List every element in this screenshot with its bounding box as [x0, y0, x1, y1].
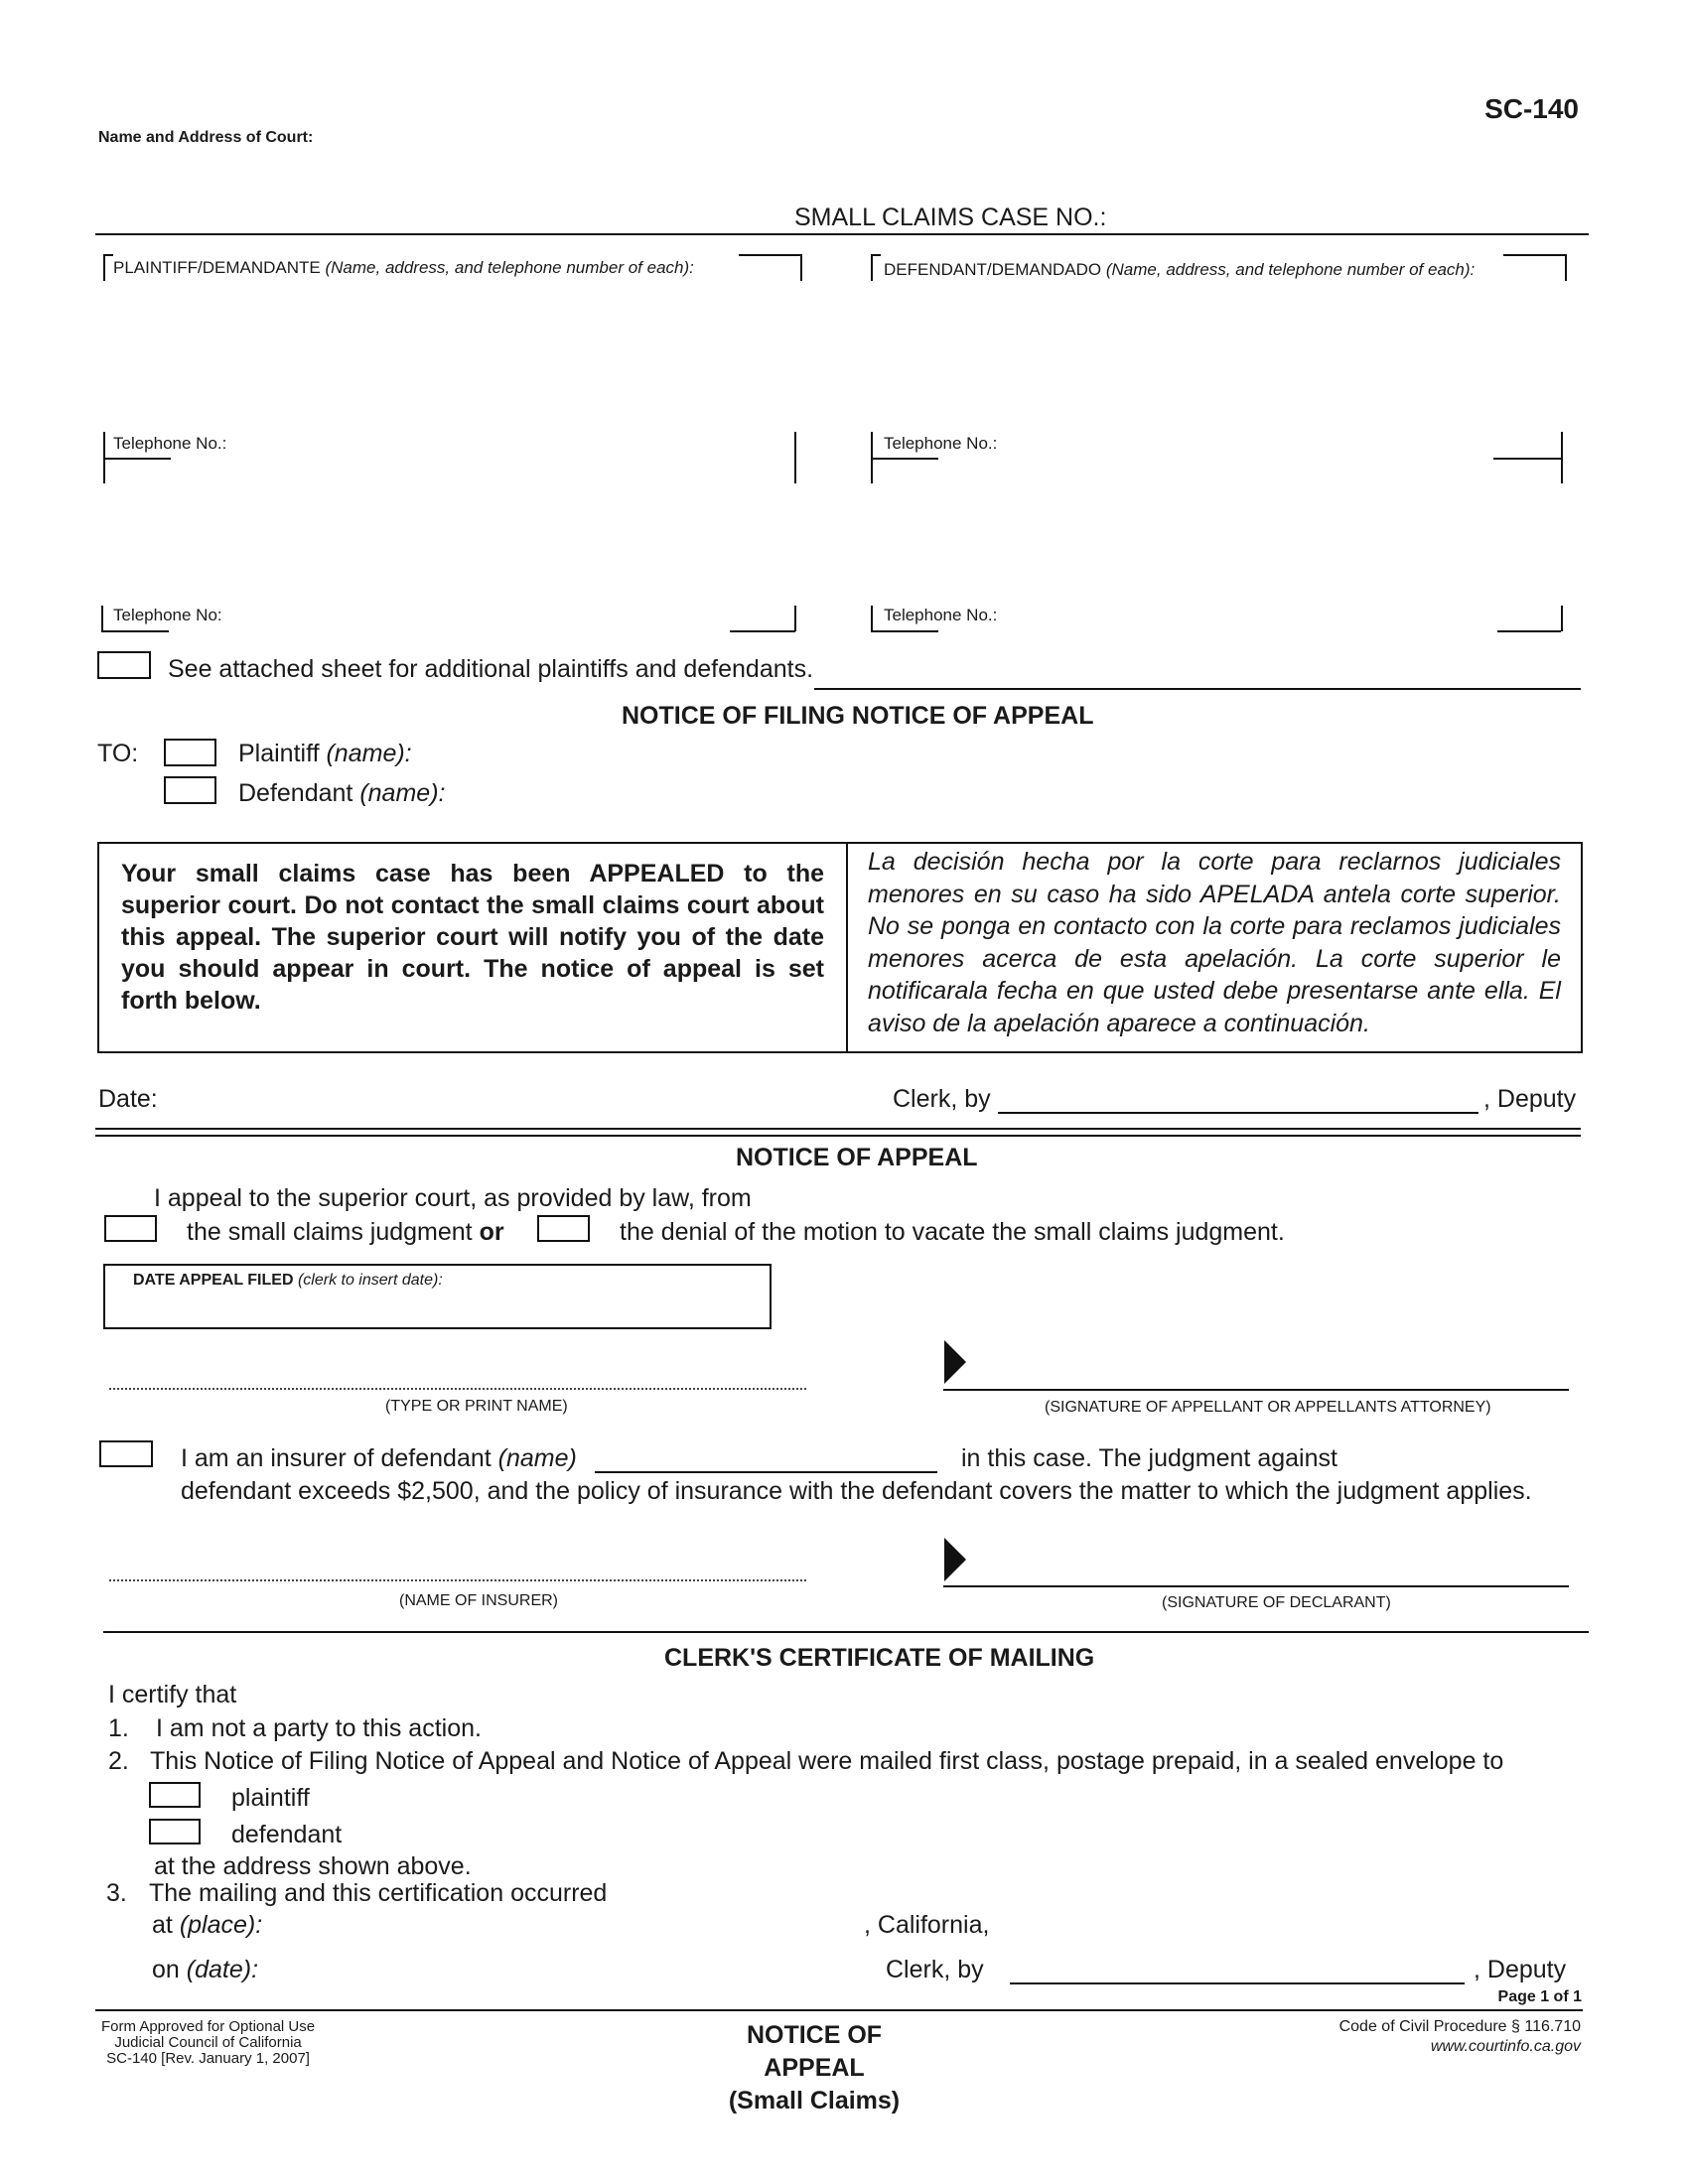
- date-appeal-filed-label: DATE APPEAL FILED (clerk to insert date):: [133, 1272, 443, 1289]
- notice-spanish-box: La decisión hecha por la corte para reclarnos judiciales menores en su caso ha sido APELADA antela corte superior. No se ponga en contacto con la corte para reclamos judiciales menores acerca de esta apelación. La corte superior le notificarala fecha en que usted debe presentarse ante ella. El aviso de la apelación aparece a continuación.: [848, 842, 1583, 1053]
- to-plaintiff-checkbox[interactable]: [164, 739, 216, 766]
- plaintiff-header: PLAINTIFF/DEMANDANTE (Name, address, and telephone number of each):: [113, 258, 694, 277]
- court-label: Name and Address of Court:: [98, 129, 314, 146]
- header-rule: [95, 233, 1589, 235]
- to-defendant-label: Defendant (name):: [238, 779, 446, 807]
- clerk-by-label: Clerk, by: [893, 1085, 991, 1113]
- place-label: at (place):: [152, 1911, 263, 1939]
- insurer-name-line[interactable]: [595, 1471, 937, 1473]
- appeal-intro: I appeal to the superior court, as provided by law, from: [154, 1184, 752, 1212]
- item1-num: 1.: [108, 1714, 129, 1742]
- notice-filing-title: NOTICE OF FILING NOTICE OF APPEAL: [622, 702, 1094, 730]
- defendant-telephone-label-2: Telephone No.:: [884, 606, 998, 624]
- insurer-text-a: I am an insurer of defendant (name): [181, 1444, 577, 1472]
- plaintiff-telephone-label: Telephone No.:: [113, 434, 227, 453]
- signature-arrow-icon: [944, 1538, 966, 1581]
- mail-plaintiff-label: plaintiff: [231, 1784, 310, 1812]
- type-print-name-label: (TYPE OR PRINT NAME): [385, 1398, 568, 1415]
- insurer-text-c: defendant exceeds $2,500, and the policy of insurance with the defendant covers the matter to which the judgment applies.: [181, 1477, 1532, 1505]
- to-defendant-checkbox[interactable]: [164, 776, 216, 804]
- section-rule: [814, 688, 1581, 690]
- plaintiff-telephone-label-2: Telephone No:: [113, 606, 222, 624]
- signature-declarant-label: (SIGNATURE OF DECLARANT): [1162, 1594, 1391, 1611]
- on-date-label: on (date):: [152, 1956, 259, 1983]
- appeal-vacate-label: the denial of the motion to vacate the small claims judgment.: [620, 1218, 1285, 1246]
- declarant-signature-line[interactable]: [943, 1585, 1569, 1587]
- attached-sheet-checkbox[interactable]: [97, 651, 151, 679]
- case-no-label: SMALL CLAIMS CASE NO.:: [794, 204, 1107, 231]
- appeal-judgment-label: the small claims judgment or: [187, 1218, 504, 1246]
- item2-num: 2.: [108, 1747, 129, 1775]
- certify-that: I certify that: [108, 1681, 237, 1708]
- item3-num: 3.: [106, 1879, 127, 1907]
- appeal-vacate-checkbox[interactable]: [537, 1215, 590, 1242]
- appellant-signature-line[interactable]: [943, 1389, 1569, 1391]
- clerk-signature-line: [998, 1112, 1478, 1114]
- item3-text: The mailing and this certification occurred: [149, 1879, 608, 1907]
- deputy-label: , Deputy: [1483, 1085, 1577, 1113]
- form-id: SC-140: [1484, 93, 1579, 124]
- to-plaintiff-label: Plaintiff (name):: [238, 740, 412, 767]
- footer-right: Code of Civil Procedure § 116.710 www.courtinfo.ca.gov: [1338, 2018, 1581, 2055]
- deputy-label-2: , Deputy: [1474, 1956, 1567, 1983]
- item1-text: I am not a party to this action.: [156, 1714, 482, 1742]
- to-label: TO:: [97, 740, 139, 767]
- page-of: Page 1 of 1: [1497, 1988, 1582, 2005]
- defendant-telephone-label: Telephone No.:: [884, 434, 998, 453]
- attached-sheet-label: See attached sheet for additional plaintiffs and defendants.: [168, 655, 814, 683]
- mail-defendant-label: defendant: [231, 1821, 343, 1848]
- type-name-line[interactable]: [109, 1388, 806, 1390]
- footer-title: NOTICE OF APPEAL (Small Claims): [728, 2021, 901, 2115]
- name-of-insurer-line[interactable]: [109, 1579, 806, 1581]
- mail-plaintiff-checkbox[interactable]: [149, 1782, 201, 1808]
- insurer-text-b: in this case. The judgment against: [961, 1444, 1337, 1472]
- mail-defendant-checkbox[interactable]: [149, 1819, 201, 1844]
- clerk-by-label-2: Clerk, by: [886, 1956, 984, 1983]
- insurer-checkbox[interactable]: [99, 1440, 153, 1467]
- signature-appellant-label: (SIGNATURE OF APPELLANT OR APPELLANTS ATTORNEY): [1045, 1399, 1491, 1416]
- address-shown: at the address shown above.: [154, 1852, 472, 1880]
- defendant-header: DEFENDANT/DEMANDADO (Name, address, and telephone number of each):: [884, 260, 1476, 279]
- california-label: , California,: [864, 1911, 990, 1939]
- appeal-judgment-checkbox[interactable]: [104, 1215, 157, 1242]
- notice-english-box: Your small claims case has been APPEALED to the superior court. Do not contact the small claims court about this appeal. The superior court will notify you of the date you should appear in court. The notice of appeal is set forth below.: [97, 842, 848, 1053]
- clerk-signature-line-2[interactable]: [1010, 1982, 1465, 1984]
- signature-arrow-icon: [944, 1340, 966, 1384]
- item2-text: This Notice of Filing Notice of Appeal and Notice of Appeal were mailed first class, postage prepaid, in a sealed envelope to: [150, 1747, 1504, 1775]
- date-label: Date:: [98, 1085, 158, 1113]
- footer-left: Form Approved for Optional Use Judicial Council of California SC-140 [Rev. January 1, 2007]: [101, 2018, 316, 2067]
- name-of-insurer-label: (NAME OF INSURER): [399, 1592, 558, 1609]
- date-appeal-filed-box[interactable]: [103, 1264, 772, 1329]
- notice-appeal-title: NOTICE OF APPEAL: [736, 1144, 978, 1171]
- certificate-title: CLERK'S CERTIFICATE OF MAILING: [664, 1644, 1095, 1672]
